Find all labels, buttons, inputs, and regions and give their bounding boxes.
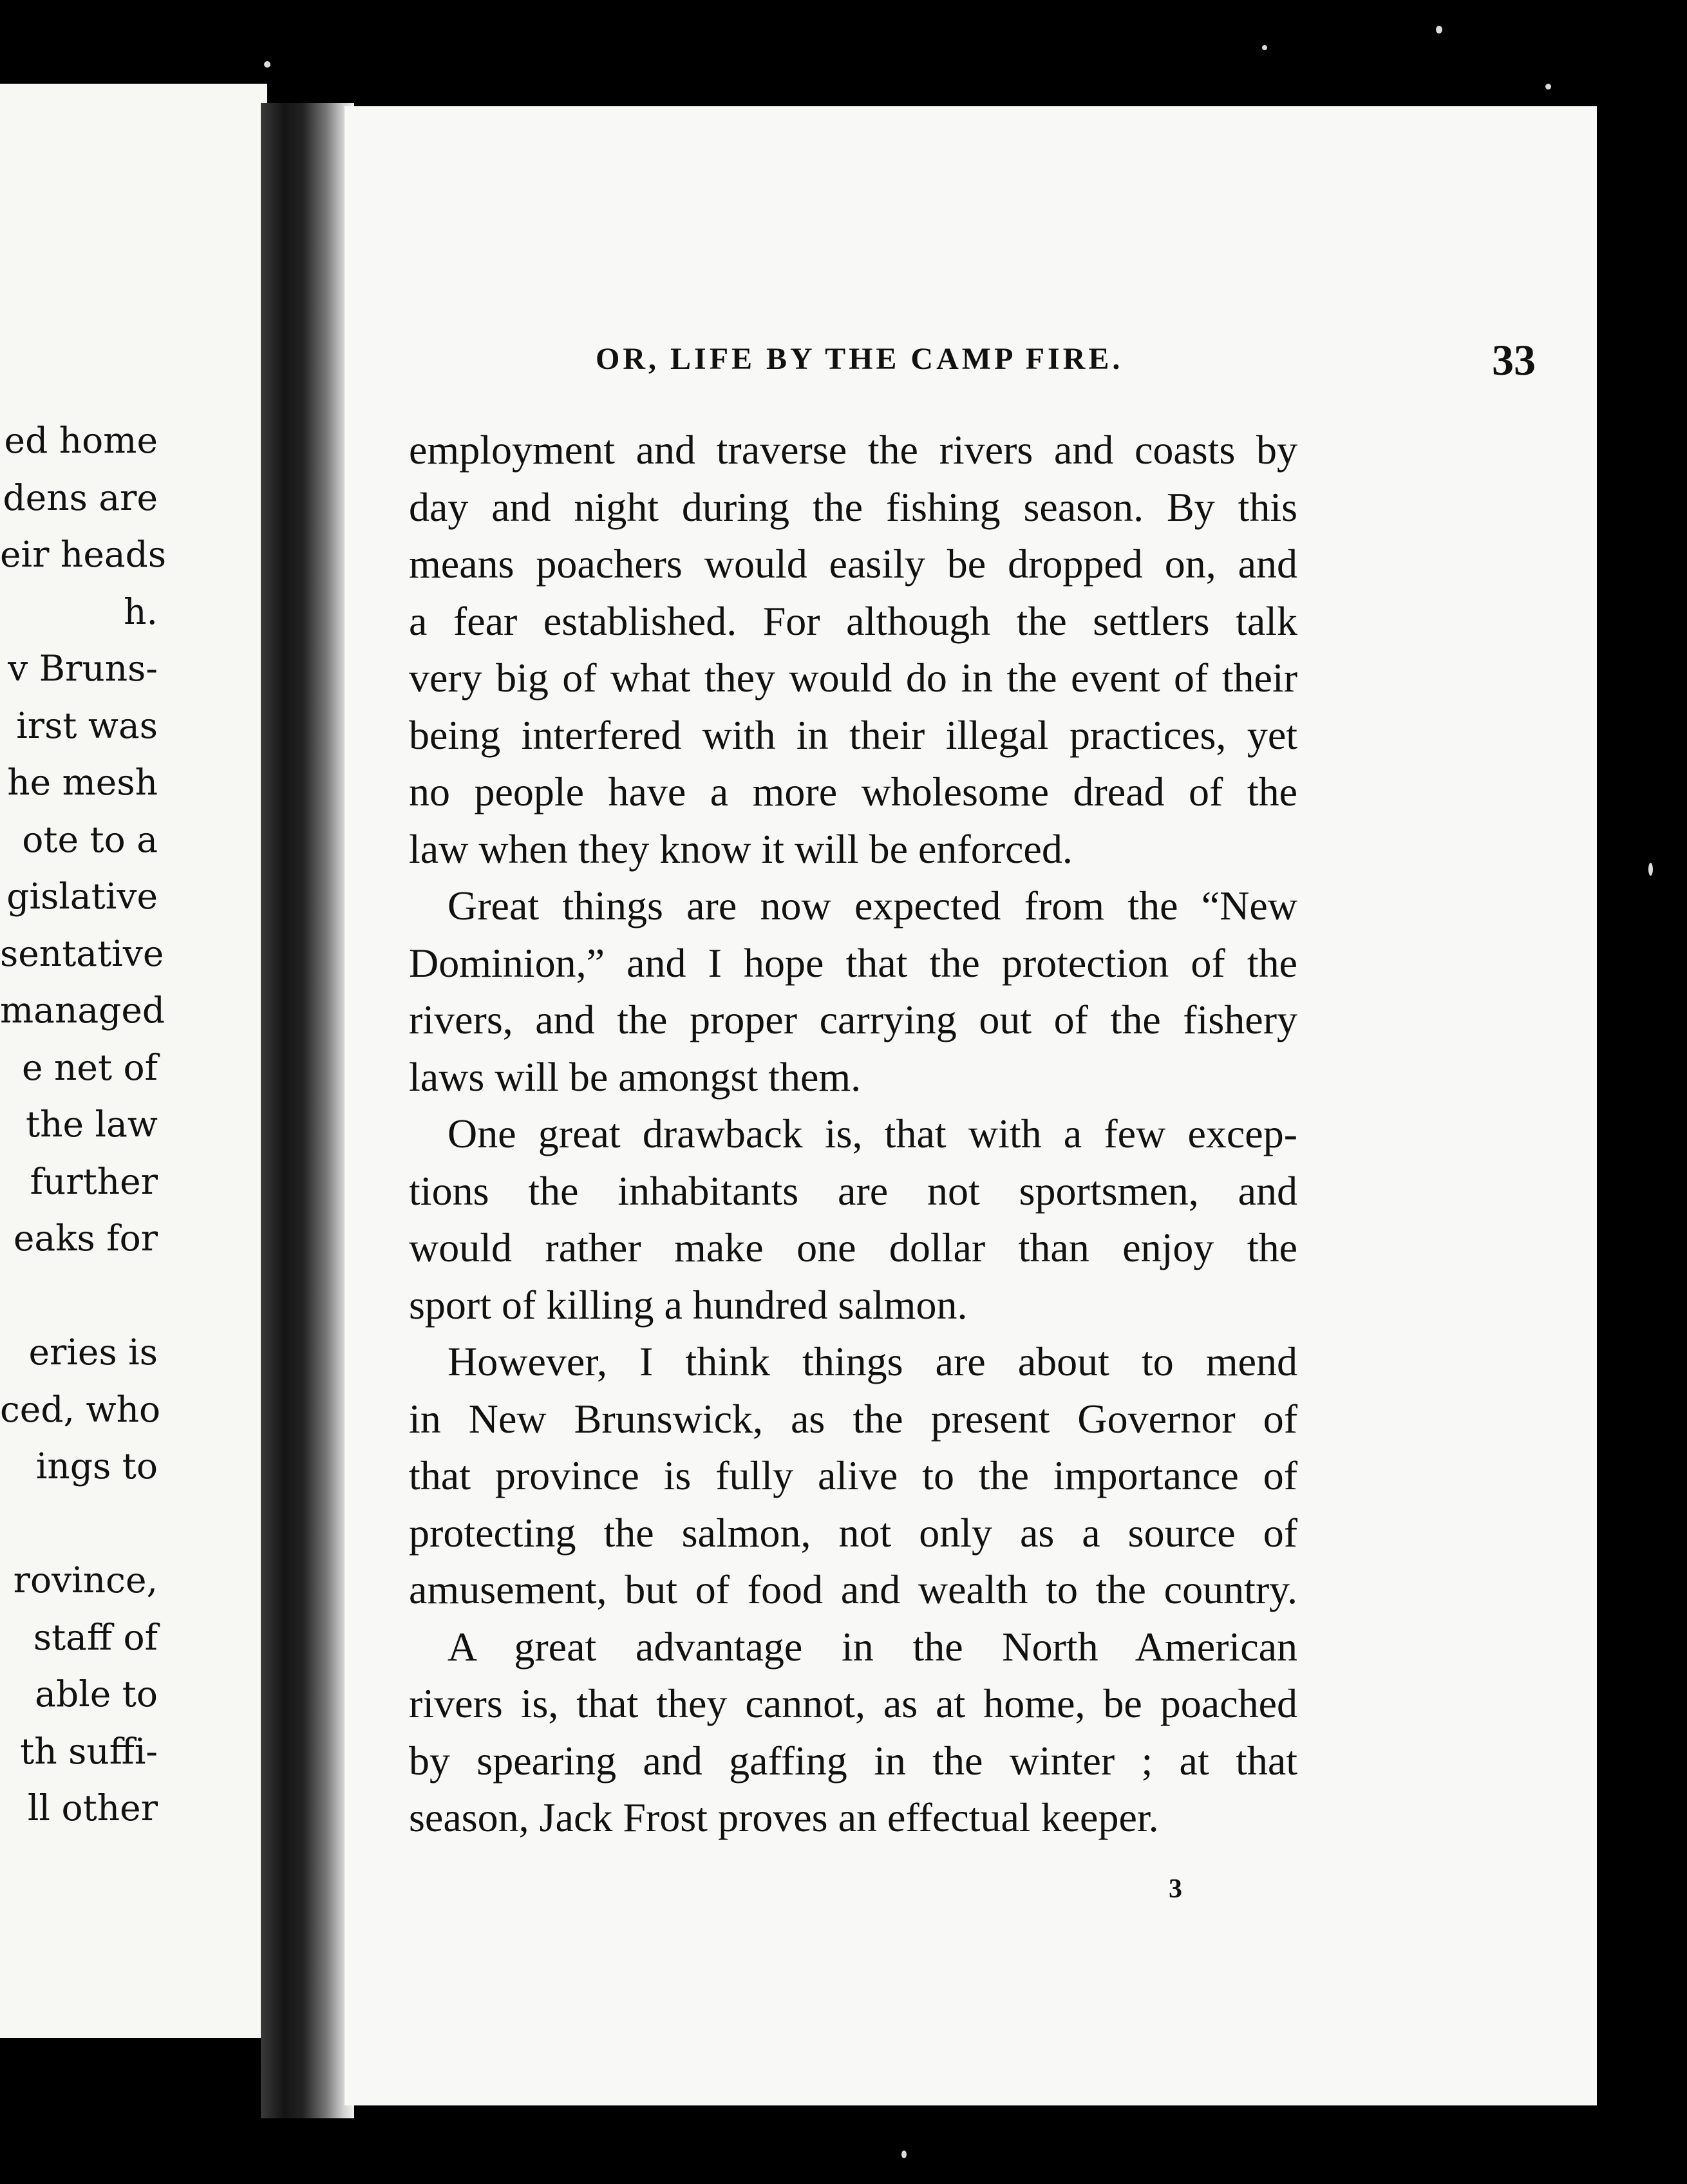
left-page-line: able to bbox=[35, 1673, 158, 1715]
left-page-line: gislative bbox=[6, 876, 158, 917]
left-page-line: h. bbox=[124, 590, 158, 632]
text-line: means poachers would easily be dropped on, and bbox=[409, 541, 1297, 587]
text-line: no people have a more wholesome dread of the bbox=[409, 769, 1297, 814]
dust-speck bbox=[1436, 26, 1442, 33]
text-line: amusement, but of food and wealth to the country. bbox=[409, 1567, 1297, 1612]
text-line: Dominion,” and I hope that the protection of the bbox=[409, 939, 1297, 986]
text-line: day and night during the fishing season. By this bbox=[409, 484, 1297, 530]
dust-speck bbox=[1648, 863, 1653, 876]
text-line: sport of killing a hundred salmon. bbox=[409, 1281, 968, 1328]
signature-mark: 3 bbox=[1169, 1874, 1182, 1904]
dust-speck bbox=[1262, 45, 1267, 50]
left-page-line: th suffi- bbox=[20, 1730, 158, 1772]
left-page-line: staff of bbox=[33, 1616, 158, 1658]
running-head bbox=[596, 335, 1555, 393]
left-page-line: v Bruns- bbox=[8, 648, 158, 689]
left-page-line: further bbox=[30, 1160, 158, 1202]
text-line: would rather make one dollar than enjoy the bbox=[409, 1225, 1297, 1270]
left-page-line: ll other bbox=[27, 1787, 158, 1829]
left-page-line: eir heads bbox=[0, 534, 167, 575]
left-page-text bbox=[0, 412, 167, 1837]
text-line: a fear established. For although the settlers talk bbox=[409, 598, 1297, 644]
text-line: One great drawback is, that with a few excep- bbox=[448, 1111, 1297, 1156]
text-line: law when they know it will be enforced. bbox=[409, 825, 1073, 872]
left-page-line: sentative bbox=[0, 932, 164, 974]
left-page-line: ed home bbox=[4, 420, 158, 461]
left-page-line: eries is bbox=[28, 1332, 158, 1373]
text-line: laws will be amongst them. bbox=[409, 1053, 862, 1100]
text-line: Great things are now expected from the “New bbox=[448, 883, 1297, 928]
book-gutter-shadow bbox=[261, 103, 354, 2118]
book-page bbox=[344, 106, 1597, 2105]
left-page-line: e net of bbox=[21, 1046, 158, 1088]
left-page-line: eaks for bbox=[13, 1218, 158, 1259]
left-page-line: the law bbox=[25, 1104, 158, 1145]
left-page-line: ced, who bbox=[0, 1388, 161, 1430]
left-page-line: ote to a bbox=[22, 818, 158, 860]
left-page-fragment bbox=[0, 84, 267, 2038]
left-page-line bbox=[0, 1267, 158, 1324]
text-line: tions the inhabitants are not sportsmen, and bbox=[409, 1167, 1297, 1214]
left-page-line: rovince, bbox=[13, 1559, 158, 1601]
text-line: A great advantage in the North American bbox=[448, 1623, 1297, 1670]
text-line: by spearing and gaffing in the winter ; at that bbox=[409, 1737, 1297, 1784]
left-page-line: irst was bbox=[16, 704, 158, 746]
left-page-line: ings to bbox=[35, 1445, 158, 1487]
text-line: in New Brunswick, as the present Governor of bbox=[409, 1395, 1297, 1442]
text-line: season, Jack Frost proves an effectual keeper. bbox=[409, 1794, 1159, 1840]
dust-speck bbox=[1545, 84, 1551, 89]
running-title: OR, LIFE BY THE CAMP FIRE. bbox=[596, 342, 1124, 376]
left-page-line: managed bbox=[0, 990, 165, 1031]
left-page-line: he mesh bbox=[7, 762, 158, 803]
text-line: rivers, and the proper carrying out of the fishery bbox=[409, 997, 1297, 1042]
body-text bbox=[409, 422, 1297, 1847]
left-page-line: dens are bbox=[3, 476, 158, 518]
dust-speck bbox=[901, 2151, 907, 2158]
text-line: rivers is, that they cannot, as at home, be poached bbox=[409, 1680, 1297, 1726]
text-line: However, I think things are about to mend bbox=[448, 1339, 1297, 1384]
text-line: employment and traverse the rivers and coasts by bbox=[409, 427, 1297, 473]
dust-speck bbox=[264, 61, 270, 68]
left-page-line bbox=[0, 1495, 158, 1552]
text-line: protecting the salmon, not only as a source of bbox=[409, 1509, 1297, 1556]
text-line: very big of what they would do in the event of their bbox=[409, 655, 1297, 701]
text-line: being interfered with in their illegal practices, yet bbox=[409, 711, 1297, 758]
text-line: that province is fully alive to the importance of bbox=[409, 1453, 1297, 1498]
page-number: 33 bbox=[1492, 335, 1536, 384]
